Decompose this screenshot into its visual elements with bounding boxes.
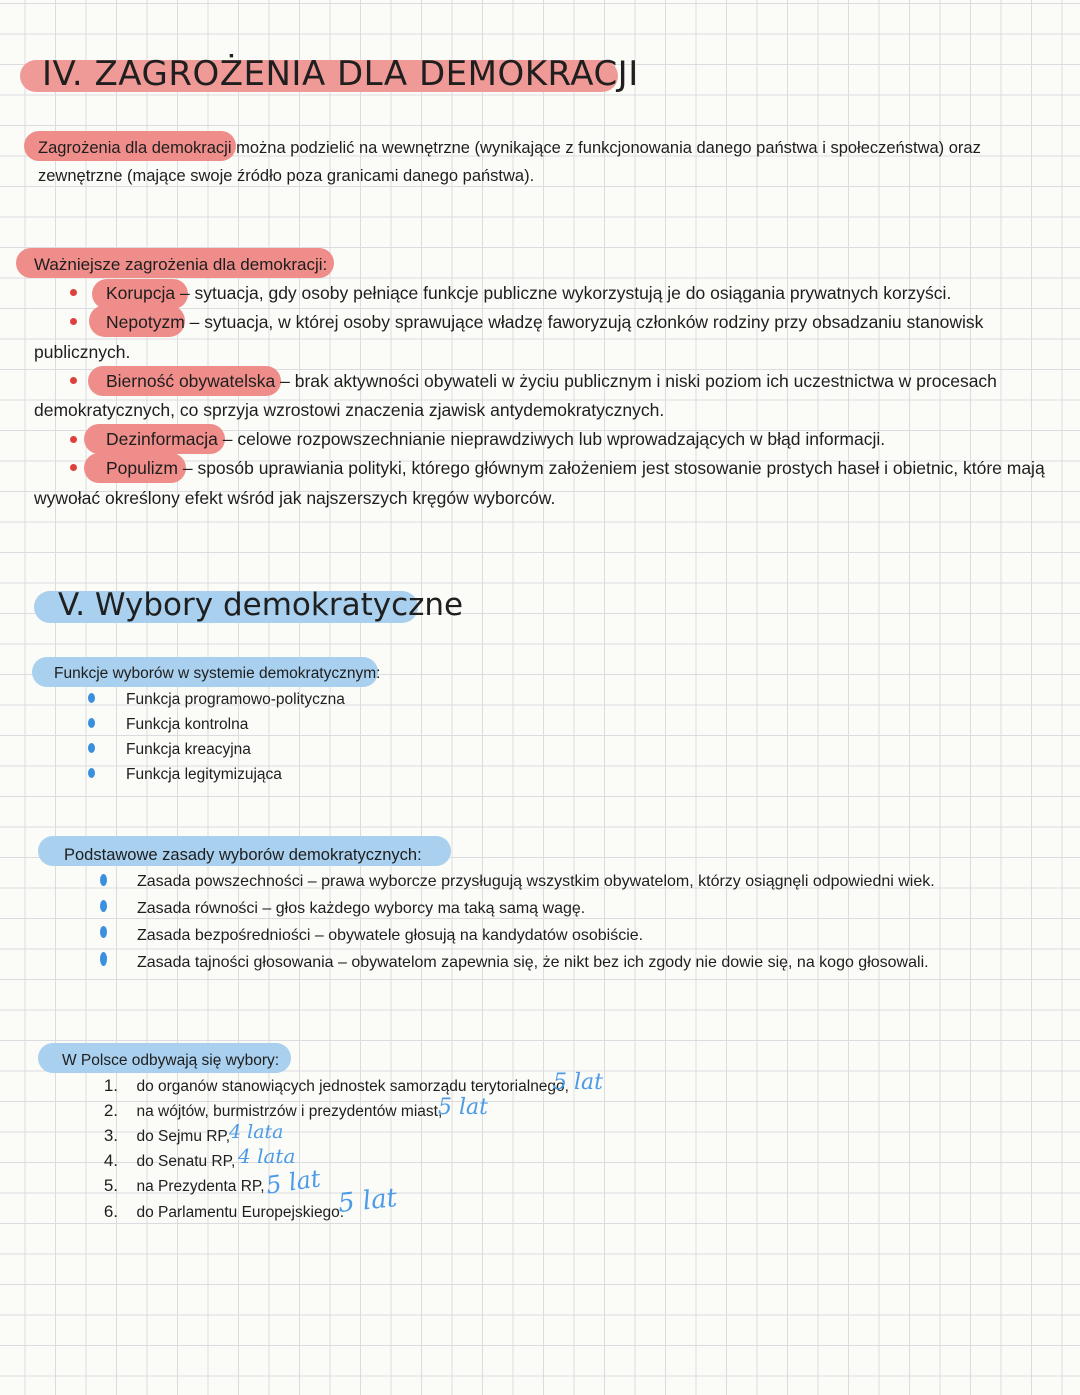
bullet-icon: [70, 436, 77, 443]
threat-biernosc: [106, 367, 997, 396]
threat-nepotyzm-cont: publicznych.: [34, 342, 131, 362]
bullet-icon: [88, 743, 95, 753]
bullet-icon: [100, 874, 107, 886]
election-item: [96, 1076, 569, 1096]
functions-heading: Funkcje wyborów w systemie demokratycznym:: [54, 665, 381, 682]
bullet-icon: [100, 900, 107, 912]
function-item: Funkcja programowo-polityczna: [126, 691, 345, 708]
election-text: na wójtów, burmistrzów i prezydentów miast,: [136, 1103, 443, 1120]
election-text: na Prezydenta RP,: [136, 1178, 265, 1195]
threat-populizm: [106, 454, 1045, 483]
threat-desc: – celowe rozpowszechnianie nieprawdziwych lub wprowadzających w błąd informacji.: [217, 429, 886, 449]
intro-line1: [38, 134, 981, 163]
threat-desc: – sposób uprawiania polityki, którego głównym założeniem jest stosowanie prostych haseł i obietnic, które mają: [177, 458, 1045, 478]
intro-term: Zagrożenia dla demokracji: [38, 139, 232, 157]
section4-title: IV. ZAGROŻENIA DLA DEMOKRACJI: [42, 54, 639, 94]
threat-dezinformacja: [106, 425, 885, 454]
election-number: 4.: [103, 1151, 118, 1170]
intro-line2: zewnętrzne (mające swoje źródło poza granicami danego państwa).: [38, 167, 535, 185]
principle-item: Zasada tajności głosowania – obywatelom zapewnia się, że nikt bez ich zgody nie dowie się, na kogo głosowali.: [137, 954, 929, 971]
election-text: do Sejmu RP,: [136, 1128, 231, 1145]
bullet-icon: [100, 926, 107, 938]
election-number: 2.: [103, 1101, 118, 1120]
bullet-icon: [88, 718, 95, 728]
election-number: 1.: [103, 1076, 118, 1095]
handwritten-note: 5 lat: [438, 1095, 488, 1120]
bullet-icon: [88, 768, 95, 778]
principle-item: Zasada bezpośredniości – obywatele głosują na kandydatów osobiście.: [137, 927, 644, 944]
elections-heading: W Polsce odbywają się wybory:: [62, 1052, 280, 1069]
election-item: [96, 1176, 265, 1196]
section5-title: V. Wybory demokratyczne: [58, 587, 464, 623]
election-item: [96, 1202, 344, 1222]
bullet-icon: [88, 693, 95, 703]
election-text: do Parlamentu Europejskiego.: [136, 1204, 345, 1221]
handwritten-note: 4 lata: [238, 1144, 296, 1168]
function-item: Funkcja kontrolna: [126, 716, 249, 733]
threat-desc: – sytuacja, w której osoby sprawujące władzę faworyzują członków rodziny przy obsadzaniu stanowisk: [184, 312, 984, 332]
threat-term: Dezinformacja: [106, 429, 218, 449]
election-item: [96, 1151, 235, 1171]
principle-item: Zasada powszechności – prawa wyborcze przysługują wszystkim obywatelom, którzy osiągnęli odpowiedni wiek.: [137, 873, 935, 890]
threat-desc: – brak aktywności obywateli w życiu publicznym i niski poziom ich uczestnictwa w procesach: [275, 371, 997, 391]
bullet-icon: [70, 289, 77, 296]
threat-term: Korupcja: [106, 283, 176, 303]
election-number: 5.: [103, 1176, 118, 1195]
election-item: [96, 1101, 442, 1121]
bullet-icon: [70, 318, 77, 325]
principle-item: Zasada równości – głos każdego wyborcy ma taką samą wagę.: [137, 900, 586, 917]
threat-desc: – sytuacja, gdy osoby pełniące funkcje publiczne wykorzystują je do osiągania prywatnych korzyści.: [175, 283, 952, 303]
election-item: [96, 1126, 230, 1146]
function-item: Funkcja kreacyjna: [126, 741, 251, 758]
election-text: do Senatu RP,: [136, 1153, 236, 1170]
handwritten-note: 5 lat: [553, 1070, 603, 1095]
threat-populizm-cont: wywołać określony efekt wśród jak najszerszych kręgów wyborców.: [34, 488, 556, 508]
election-number: 3.: [103, 1126, 118, 1145]
threat-term: Bierność obywatelska: [106, 371, 276, 391]
bullet-icon: [70, 464, 77, 471]
handwritten-note: 4 lata: [229, 1121, 284, 1143]
threat-term: Populizm: [106, 458, 178, 478]
threat-biernosc-cont: demokratycznych, co sprzyja wzrostowi znaczenia zjawisk antydemokratycznych.: [34, 400, 665, 420]
handwritten-note: 5 lat: [336, 1182, 399, 1220]
principles-heading: Podstawowe zasady wyborów demokratycznych:: [64, 846, 422, 864]
bullet-icon: [100, 952, 107, 966]
function-item: Funkcja legitymizująca: [126, 766, 282, 783]
threat-term: Nepotyzm: [106, 312, 185, 332]
threat-korupcja: [106, 279, 951, 308]
handwritten-note: 5 lat: [264, 1164, 323, 1200]
threat-nepotyzm: [106, 308, 983, 337]
intro-rest: można podzielić na wewnętrzne (wynikające z funkcjonowania danego państwa i społeczeństwa) oraz: [231, 139, 981, 157]
threats-heading: Ważniejsze zagrożenia dla demokracji:: [34, 255, 328, 274]
election-number: 6.: [103, 1202, 118, 1221]
election-text: do organów stanowiących jednostek samorządu terytorialnego,: [136, 1078, 569, 1095]
bullet-icon: [70, 377, 77, 384]
